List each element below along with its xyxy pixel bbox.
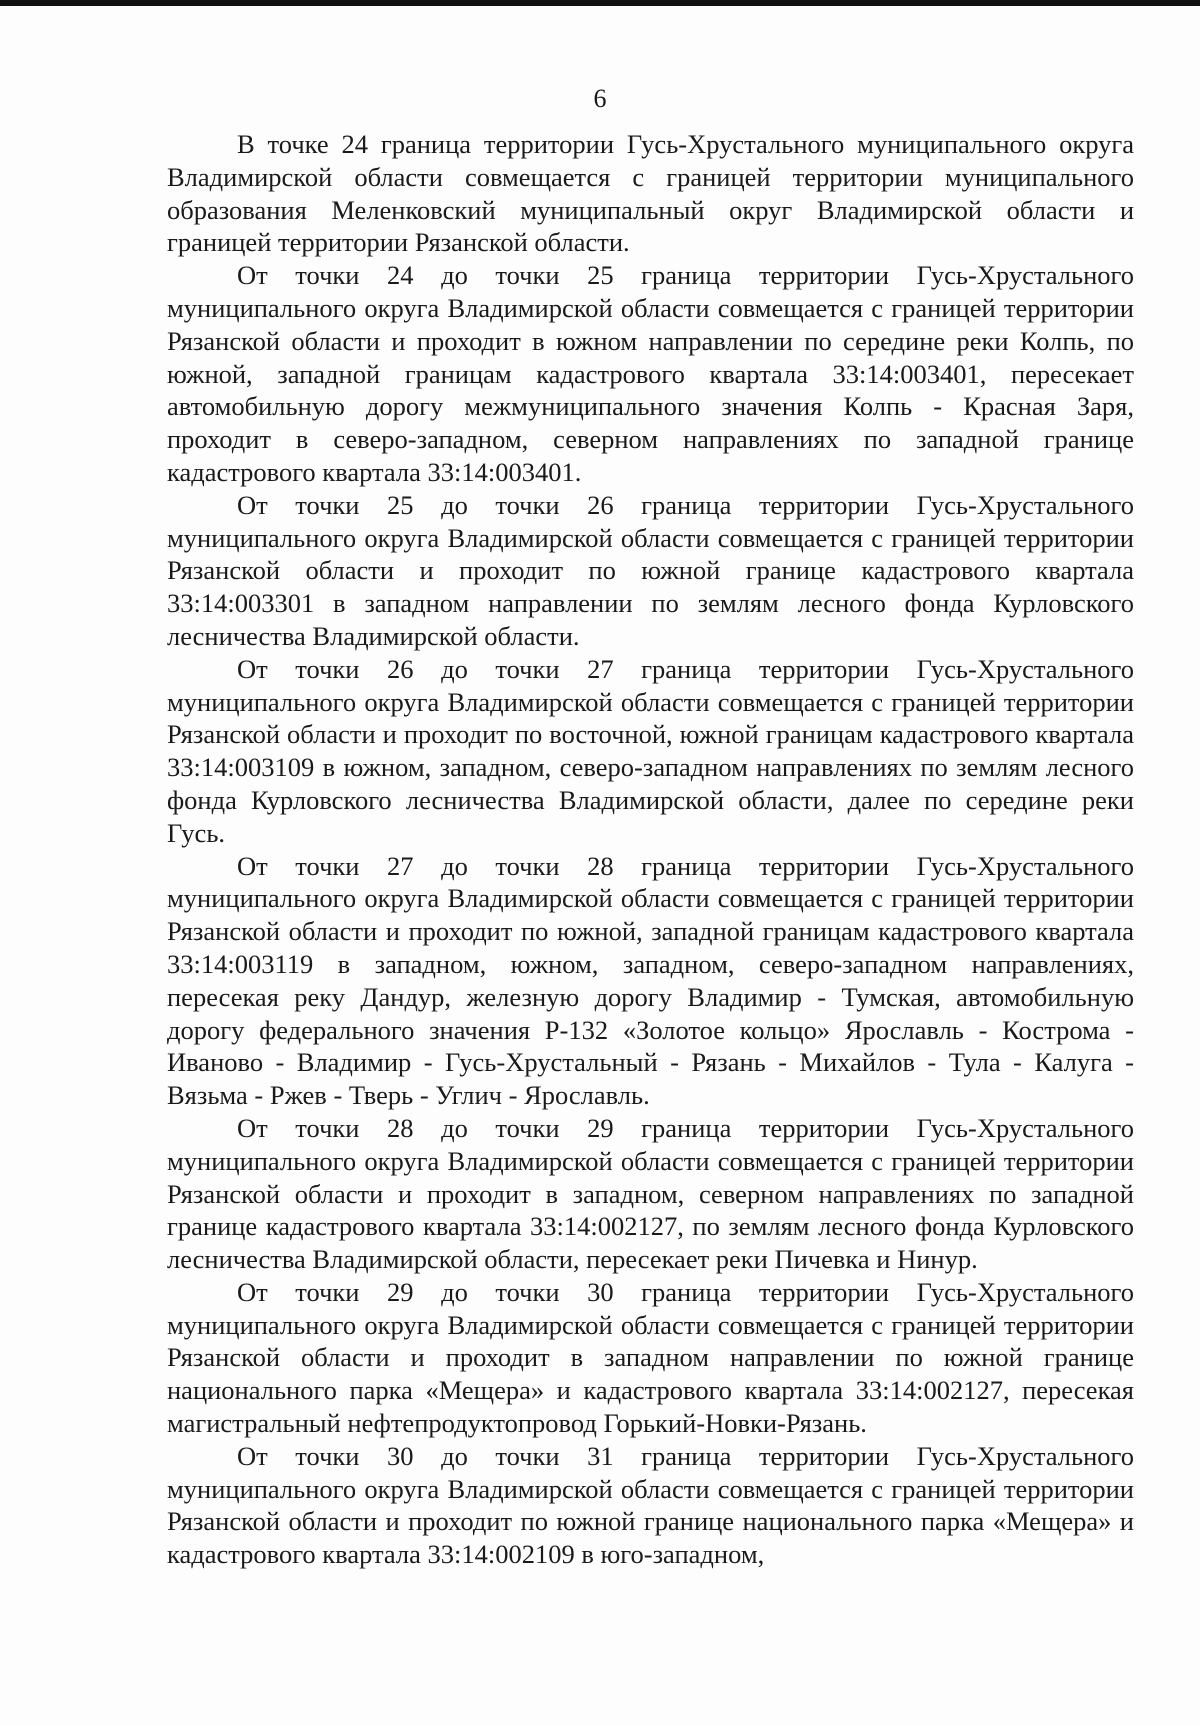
paragraph-points-30-31: От точки 30 до точки 31 граница территории Гусь-Хрустального муниципального округа Владимирской области совмещается с границей территории Рязанской области и проходит по южной границе национального парка «Мещера» и кадастрового квартала 33:14:002109 в юго-западном,	[167, 1440, 1134, 1570]
page-number: 6	[593, 84, 607, 113]
paragraph-points-24-25: От точки 24 до точки 25 граница территории Гусь-Хрустального муниципального округа Владимирской области совмещается с границей территории Рязанской области и проходит в южном направлении по середине реки Колпь, по южной, западной границам кадастрового квартала 33:14:003401, пересекает автомобильную дорогу межмуниципального значения Колпь - Красная Заря, проходит в северо-западном, северном направлениях по западной границе кадастрового квартала 33:14:003401.	[167, 260, 1134, 487]
paragraph-points-28-29: От точки 28 до точки 29 граница территории Гусь-Хрустального муниципального округа Владимирской области совмещается с границей территории Рязанской области и проходит в западном, северном направлениях по западной границе кадастрового квартала 33:14:002127, по землям лесного фонда Курловского лесничества Владимирской области, пересекает реки Пичевка и Нинур.	[167, 1112, 1134, 1275]
paragraph-points-25-26: От точки 25 до точки 26 граница территории Гусь-Хрустального муниципального округа Владимирской области совмещается с границей территории Рязанской области и проходит по южной границе кадастрового квартала 33:14:003301 в западном направлении по землям лесного фонда Курловского лесничества Владимирской области.	[167, 489, 1134, 651]
paragraph-points-26-27: От точки 26 до точки 27 граница территории Гусь-Хрустального муниципального округа Владимирской области совмещается с границей территории Рязанской области и проходит по восточной, южной границам кадастрового квартала 33:14:003109 в южном, западном, северо-западном направлениях по землям лесного фонда Курловского лесничества Владимирской области, далее по середине реки Гусь.	[167, 653, 1134, 848]
scan-top-border	[0, 0, 1200, 6]
paragraph-points-29-30: От точки 29 до точки 30 граница территории Гусь-Хрустального муниципального округа Владимирской области совмещается с границей территории Рязанской области и проходит в западном направлении по южной границе национального парка «Мещера» и кадастрового квартала 33:14:002127, пересекая магистральный нефтепродуктопровод Горький-Новки-Рязань.	[167, 1276, 1134, 1439]
paragraph-points-27-28: От точки 27 до точки 28 граница территории Гусь-Хрустального муниципального округа Владимирской области совмещается с границей территории Рязанской области и проходит по южной, западной границам кадастрового квартала 33:14:003119 в западном, южном, западном, северо-западном направлениях, пересекая реку Дандур, железную дорогу Владимир - Тумская, автомобильную дорогу федерального значения Р-132 «Золотое кольцо» Ярославль - Кострома - Иваново - Владимир - Гусь-Хрустальный - Рязань - Михайлов - Тула - Калуга - Вязьма - Ржев - Тверь - Углич - Ярославль.	[167, 850, 1134, 1111]
document-body	[167, 128, 1134, 1571]
paragraph-point-24: В точке 24 граница территории Гусь-Хрустального муниципального округа Владимирской области совмещается с границей территории муниципального образования Меленковский муниципальный округ Владимирской области и границей территории Рязанской области.	[167, 129, 1134, 258]
